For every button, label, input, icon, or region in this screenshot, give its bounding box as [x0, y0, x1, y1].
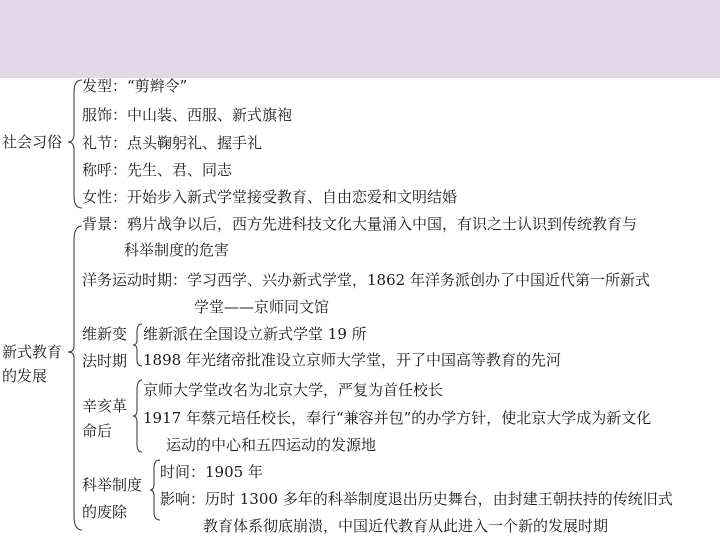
- education-title-line1: 新式教育: [2, 343, 63, 361]
- westernization-line1: 洋务运动时期：学习西学、兴办新式学堂，1862 年洋务派创办了中国近代第一所新式: [82, 271, 650, 289]
- education-background-line1: 背景：鸦片战争以后，西方先进科技文化大量涌入中国，有识之士认识到传统教育与: [82, 215, 638, 233]
- custom-item-clothing: 服饰：中山装、西服、新式旗袍: [82, 106, 293, 124]
- revolution-item-cai-line1: 1917 年蔡元培任校长，奉行“兼容并包”的办学方针，使北京大学成为新文化: [143, 409, 652, 427]
- revolution-item-cai-line2: 运动的中心和五四运动的发源地: [166, 436, 377, 454]
- custom-item-hairstyle: 发型：“剪辫令”: [82, 77, 188, 95]
- revolution-brace: [133, 380, 142, 452]
- reform-label-line1: 维新变: [82, 325, 128, 343]
- social-customs-title: 社会习俗: [2, 133, 63, 151]
- abolition-impact-line2: 教育体系彻底崩溃，中国近代教育从此进入一个新的发展时期: [203, 517, 609, 535]
- revolution-label-line2: 命后: [82, 422, 113, 440]
- custom-item-women: 女性：开始步入新式学堂接受教育、自由恋爱和文明结婚: [82, 188, 458, 206]
- westernization-line2: 学堂——京师同文馆: [194, 298, 330, 316]
- social-customs-brace: [68, 80, 82, 208]
- education-title-line2: 的发展: [2, 367, 48, 385]
- abolition-impact-line1: 影响：历时 1300 多年的科举制度退出历史舞台，由封建王朝扶持的传统旧式: [160, 490, 673, 508]
- abolition-brace: [150, 460, 160, 520]
- revolution-item-rename: 京师大学堂改名为北京大学，严复为首任校长: [143, 381, 444, 399]
- education-background-line2: 科举制度的危害: [124, 241, 230, 259]
- header-banner: [0, 0, 720, 78]
- reform-item-schools: 维新派在全国设立新式学堂 19 所: [143, 325, 367, 343]
- abolition-label-line2: 的废除: [82, 503, 128, 521]
- abolition-time: 时间：1905 年: [160, 463, 263, 481]
- reform-item-university: 1898 年光绪帝批准设立京师大学堂，开了中国高等教育的先河: [143, 351, 561, 369]
- reform-brace: [133, 324, 142, 366]
- reform-label-line2: 法时期: [82, 352, 128, 370]
- abolition-label-line1: 科举制度: [82, 476, 143, 494]
- custom-item-address: 称呼：先生、君、同志: [82, 161, 233, 179]
- revolution-label-line1: 辛亥革: [82, 397, 128, 415]
- custom-item-etiquette: 礼节：点头鞠躬礼、握手礼: [82, 134, 263, 152]
- education-brace: [68, 226, 82, 530]
